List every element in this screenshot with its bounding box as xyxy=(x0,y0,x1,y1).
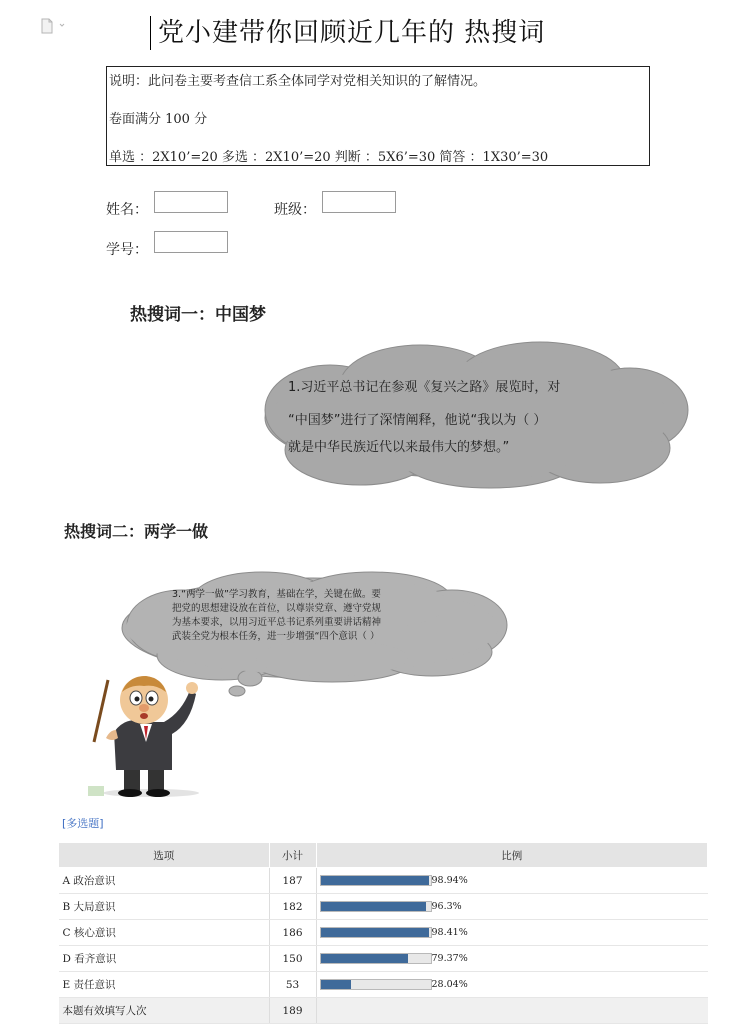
page-title: 党小建带你回顾近几年的 热搜词 xyxy=(158,18,546,48)
option-count: 150 xyxy=(269,946,316,972)
ratio-bar-fill xyxy=(321,902,427,911)
ratio-cell xyxy=(320,875,707,886)
ratio-cell xyxy=(320,927,707,938)
table-header-row xyxy=(59,843,708,868)
section-heading-1: 热搜词一：中国梦 xyxy=(130,305,266,325)
ratio-percent: 98.94% xyxy=(431,875,468,886)
table-row xyxy=(59,972,708,998)
ratio-bar-fill xyxy=(321,954,408,963)
footer-label: 本题有效填写人次 xyxy=(59,998,270,1024)
ratio-bar-fill xyxy=(321,876,430,885)
ratio-bar xyxy=(320,979,432,990)
option-count: 187 xyxy=(269,868,316,894)
ratio-bar xyxy=(320,901,432,912)
cartoon-teacher-illustration xyxy=(86,672,216,802)
column-header-option: 选项 xyxy=(59,843,270,868)
option-label: B 大局意识 xyxy=(59,894,270,920)
results-table xyxy=(58,842,708,1024)
question-3-line: 为基本要求，以用习近平总书记系列重要讲话精神 xyxy=(172,617,382,628)
text-cursor xyxy=(150,16,151,50)
ratio-percent: 79.37% xyxy=(431,953,468,964)
question-1-line: “中国梦”进行了深情阐释，他说“我以为（ ） xyxy=(288,413,547,428)
option-label: C 核心意识 xyxy=(59,920,270,946)
option-label: A 政治意识 xyxy=(59,868,270,894)
ratio-bar-fill xyxy=(321,980,352,989)
name-input[interactable] xyxy=(154,191,228,213)
option-label: E 责任意识 xyxy=(59,972,270,998)
table-footer-row xyxy=(59,998,708,1024)
document-icon xyxy=(40,18,68,34)
ratio-bar xyxy=(320,875,432,886)
column-header-ratio: 比例 xyxy=(316,843,708,868)
ratio-cell xyxy=(320,901,707,912)
option-count: 182 xyxy=(269,894,316,920)
footer-count: 189 xyxy=(269,998,316,1024)
section-heading-2: 热搜词二：两学一做 xyxy=(64,522,209,541)
class-input[interactable] xyxy=(322,191,396,213)
option-count: 53 xyxy=(269,972,316,998)
ratio-percent: 28.04% xyxy=(431,979,468,990)
name-label: 姓名： xyxy=(106,202,148,218)
question-3-line: 把党的思想建设放在首位，以尊崇党章、遵守党规 xyxy=(172,603,382,614)
ratio-cell xyxy=(320,953,707,964)
multi-choice-link[interactable]: [多选题] xyxy=(62,817,104,830)
student-id-label: 学号： xyxy=(106,242,148,258)
question-3-line: 武装全党为根本任务，进一步增强“四个意识（ ） xyxy=(172,631,380,642)
instructions-line: 说明：此问卷主要考查信工系全体同学对党相关知识的了解情况。 xyxy=(109,74,487,89)
option-count: 186 xyxy=(269,920,316,946)
question-3-line: 3.“两学一做”学习教育，基础在学，关键在做。要 xyxy=(172,589,381,600)
instructions-box xyxy=(106,66,650,166)
table-row xyxy=(59,920,708,946)
score-breakdown-line: 单选 ：2X10’=20 多选 ：2X10’=20 判断 ：5X6’=30 简答 ：1X30’=30 xyxy=(109,150,549,165)
question-1-line: 1.习近平总书记在参观《复兴之路》展览时，对 xyxy=(288,380,561,395)
score-line: 卷面满分 100 分 xyxy=(109,112,208,127)
student-id-input[interactable] xyxy=(154,231,228,253)
table-row xyxy=(59,894,708,920)
table-row xyxy=(59,946,708,972)
question-1-line: 就是中华民族近代以来最伟大的梦想。” xyxy=(288,440,510,455)
table-row xyxy=(59,868,708,894)
ratio-bar-fill xyxy=(321,928,429,937)
class-label: 班级： xyxy=(274,202,316,218)
ratio-percent: 98.41% xyxy=(431,927,468,938)
column-header-count: 小计 xyxy=(269,843,316,868)
ratio-cell xyxy=(320,979,707,990)
ratio-bar xyxy=(320,927,432,938)
ratio-bar xyxy=(320,953,432,964)
ratio-percent: 96.3% xyxy=(431,901,462,912)
option-label: D 看齐意识 xyxy=(59,946,270,972)
